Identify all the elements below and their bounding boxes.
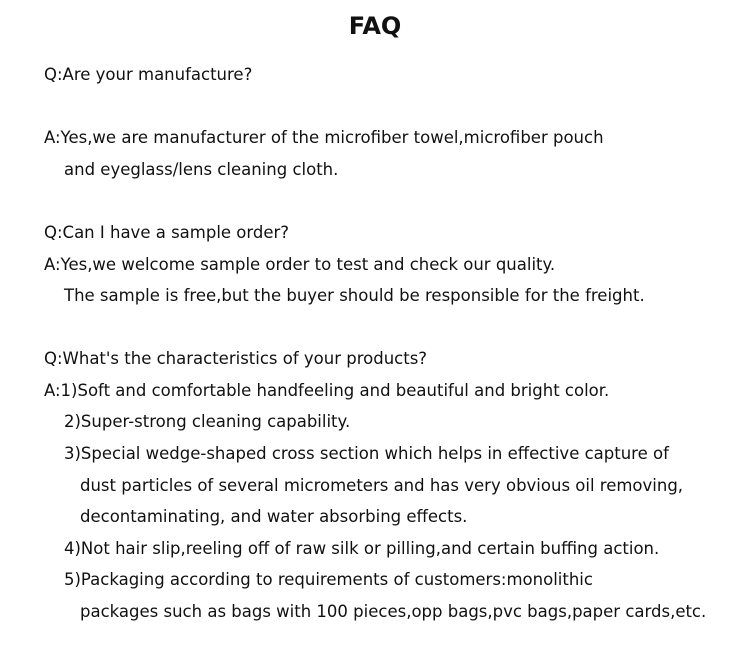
faq-answer-3-line-7: 5)Packaging according to requirements of customers:monolithic [64, 570, 593, 589]
faq-answer-3-line-6: 4)Not hair slip,reeling off of raw silk or pilling,and certain buffing action. [64, 539, 660, 558]
faq-answer-1-line-2: and eyeglass/lens cleaning cloth. [64, 160, 339, 179]
faq-answer-3-line-1: A:1)Soft and comfortable handfeeling and beautiful and bright color. [44, 381, 610, 400]
faq-answer-3-line-3: 3)Special wedge-shaped cross section which helps in effective capture of [64, 444, 669, 463]
page-title: FAQ [348, 12, 402, 40]
faq-question-3: Q:What's the characteristics of your products? [44, 349, 428, 368]
faq-answer-3-line-2: 2)Super-strong cleaning capability. [64, 412, 351, 431]
faq-question-2: Q:Can I have a sample order? [44, 223, 290, 242]
faq-answer-3-line-8: packages such as bags with 100 pieces,opp bags,pvc bags,paper cards,etc. [80, 602, 707, 621]
faq-answer-3-line-5: decontaminating, and water absorbing effects. [80, 507, 468, 526]
faq-answer-2-line-1: A:Yes,we welcome sample order to test and check our quality. [44, 255, 556, 274]
faq-answer-3-line-4: dust particles of several micrometers and has very obvious oil removing, [80, 476, 684, 495]
faq-answer-2-line-2: The sample is free,but the buyer should be responsible for the freight. [64, 286, 645, 305]
faq-answer-1-line-1: A:Yes,we are manufacturer of the microfiber towel,microfiber pouch [44, 128, 604, 147]
faq-question-1: Q:Are your manufacture? [44, 65, 253, 84]
